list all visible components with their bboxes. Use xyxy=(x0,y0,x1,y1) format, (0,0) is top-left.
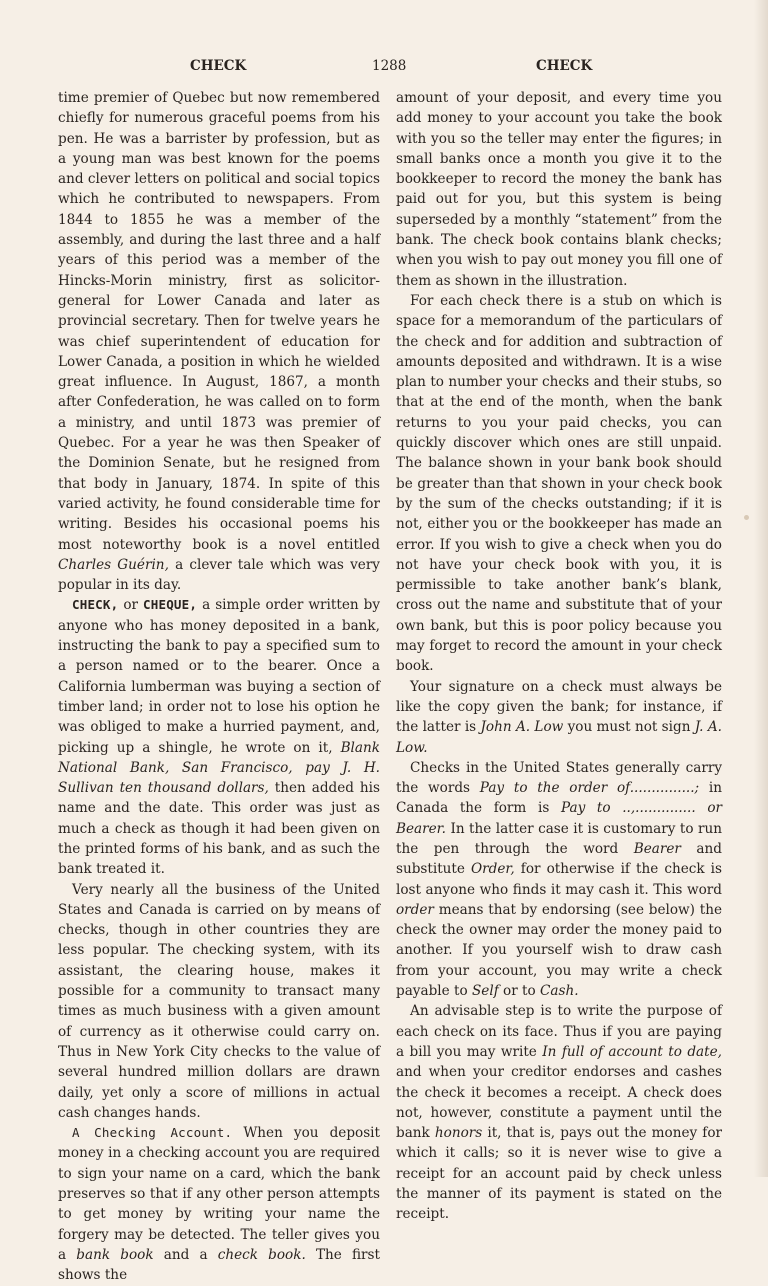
paragraph-checking-account: A Checking Account. When you deposit money in a checking account you are required to sign your name on a card, which the bank preserves so that if any other person attempts to get money by writing your name the forgery may be detected. The teller gives you a bank book and a check book. The first shows the xyxy=(58,1125,380,1284)
running-header xyxy=(0,58,768,78)
header-right-guideword: CHECK xyxy=(536,58,593,74)
paragraph-signature: Your signature on a check must always be like the copy given the bank; for instance, if the latter is John A. Low you must not sign J. A. Low. xyxy=(396,678,722,756)
paragraph-deposit: amount of your deposit, and every time you add money to your account you take the book with you so the teller may enter the figures; in small banks once a month you give it to the bookkeeper to record the money the bank has paid out for you, but this system is being superseded by a monthly “statement” from the bank. The check book contains blank checks; when you wish to pay out money you fill one of them as shown in the illustration. xyxy=(396,90,722,289)
header-left-guideword: CHECK xyxy=(190,58,247,74)
paragraph-purpose: An advisable step is to write the purpose of each check on its face. Thus if you are paying a bill you may write In full of account to date, and when your creditor endorses and cashes the check it becomes a receipt. A check does not, however, constitute a payment until the bank honors it, that is, pays out the money for which it calls; so it is never wise to give a receipt for an account paid by check unless the manner of its payment is stated on the receipt. xyxy=(396,1003,722,1223)
left-column xyxy=(58,88,380,1286)
page-number: 1288 xyxy=(372,58,407,74)
entry-headword-check: CHECK, xyxy=(72,597,119,613)
subheading-checking-account: A Checking Account. xyxy=(72,1125,233,1141)
paper-blemish xyxy=(744,515,749,520)
page-edge-shadow xyxy=(754,0,768,1177)
paragraph-chauveau-bio: time premier of Quebec but now remembered chiefly for numerous graceful poems from his pen. He was a barrister by profession, but as a young man was best known for the poems and clever letters on political and social topics which he contributed to newspapers. From 1844 to 1855 he was a member of the assembly, and during the last three and a half years of this period was a member of the Hincks-Morin ministry, first as solicitor-general for Lower Canada and later as provincial secretary. Then for twelve years he was chief superintendent of education for Lower Canada, a position in which he wielded great influence. In August, 1867, a month after Confederation, he was called on to form a ministry, and until 1873 was premier of Quebec. For a year he was then Speaker of the Dominion Senate, but he resigned from that body in January, 1874. In spite of this varied activity, he found considerable time for writing. Besides his occasional poems his most noteworthy book is a novel entitled Charles Guérin, a clever tale which was very popular in its day. xyxy=(58,90,380,594)
paragraph-stub: For each check there is a stub on which is space for a memorandum of the particulars of the check and for addition and subtraction of amounts deposited and withdrawn. It is a wise plan to number your checks and their stubs, so that at the end of the month, when the bank returns to you your paid checks, you can quickly discover which ones are still unpaid. The balance shown in your bank book should be greater than that shown in your check book by the sum of the checks outstanding; if it is not, either you or the bookkeeper has made an error. If you wish to give a check when you do not have your check book with you, it is permissible to take another bank’s blank, cross out the name and substitute that of your own bank, but this is poor policy because you may forget to record the amount in your check book. xyxy=(396,292,722,675)
entry-headword-cheque: CHEQUE, xyxy=(143,597,198,613)
paragraph-check-business: Very nearly all the business of the United States and Canada is carried on by means of checks, though in other countries they are less popular. The checking system, with its assistant, the clearing house, makes it possible for a community to transact many times as much business with a given amount of currency as it otherwise could carry on. Thus in New York City checks to the value of several hundred million dollars are drawn daily, yet only a score of millions in actual cash changes hands. xyxy=(58,881,380,1121)
paragraph-check-definition: CHECK, or CHEQUE, a simple order written by anyone who has money deposited in a bank, instructing the bank to pay a specified sum to a person named or to the bearer. Once a California lumberman was buying a section of timber land; in order not to lose his option he was obliged to make a hurried payment, and, picking up a shingle, he wrote on it, Blank National Bank, San Francisco, pay J. H. Sullivan ten thousand dollars, then added his name and the date. This order was just as much a check as though it had been given on the printed forms of his bank, and as such the bank treated it. xyxy=(58,597,380,878)
paragraph-order-bearer: Checks in the United States generally carry the words Pay to the order of...............; in Canada the form is Pay to ..,.............. or Bearer. In the latter case it is customary to run the pen through the word Bearer and substitute Order, for otherwise if the check is lost anyone who finds it may cash it. This word order means that by endorsing (see below) the check the owner may order the money paid to another. If you yourself wish to draw cash from your account, you may write a check payable to Self or to Cash. xyxy=(396,759,722,1000)
right-column xyxy=(396,88,722,1225)
